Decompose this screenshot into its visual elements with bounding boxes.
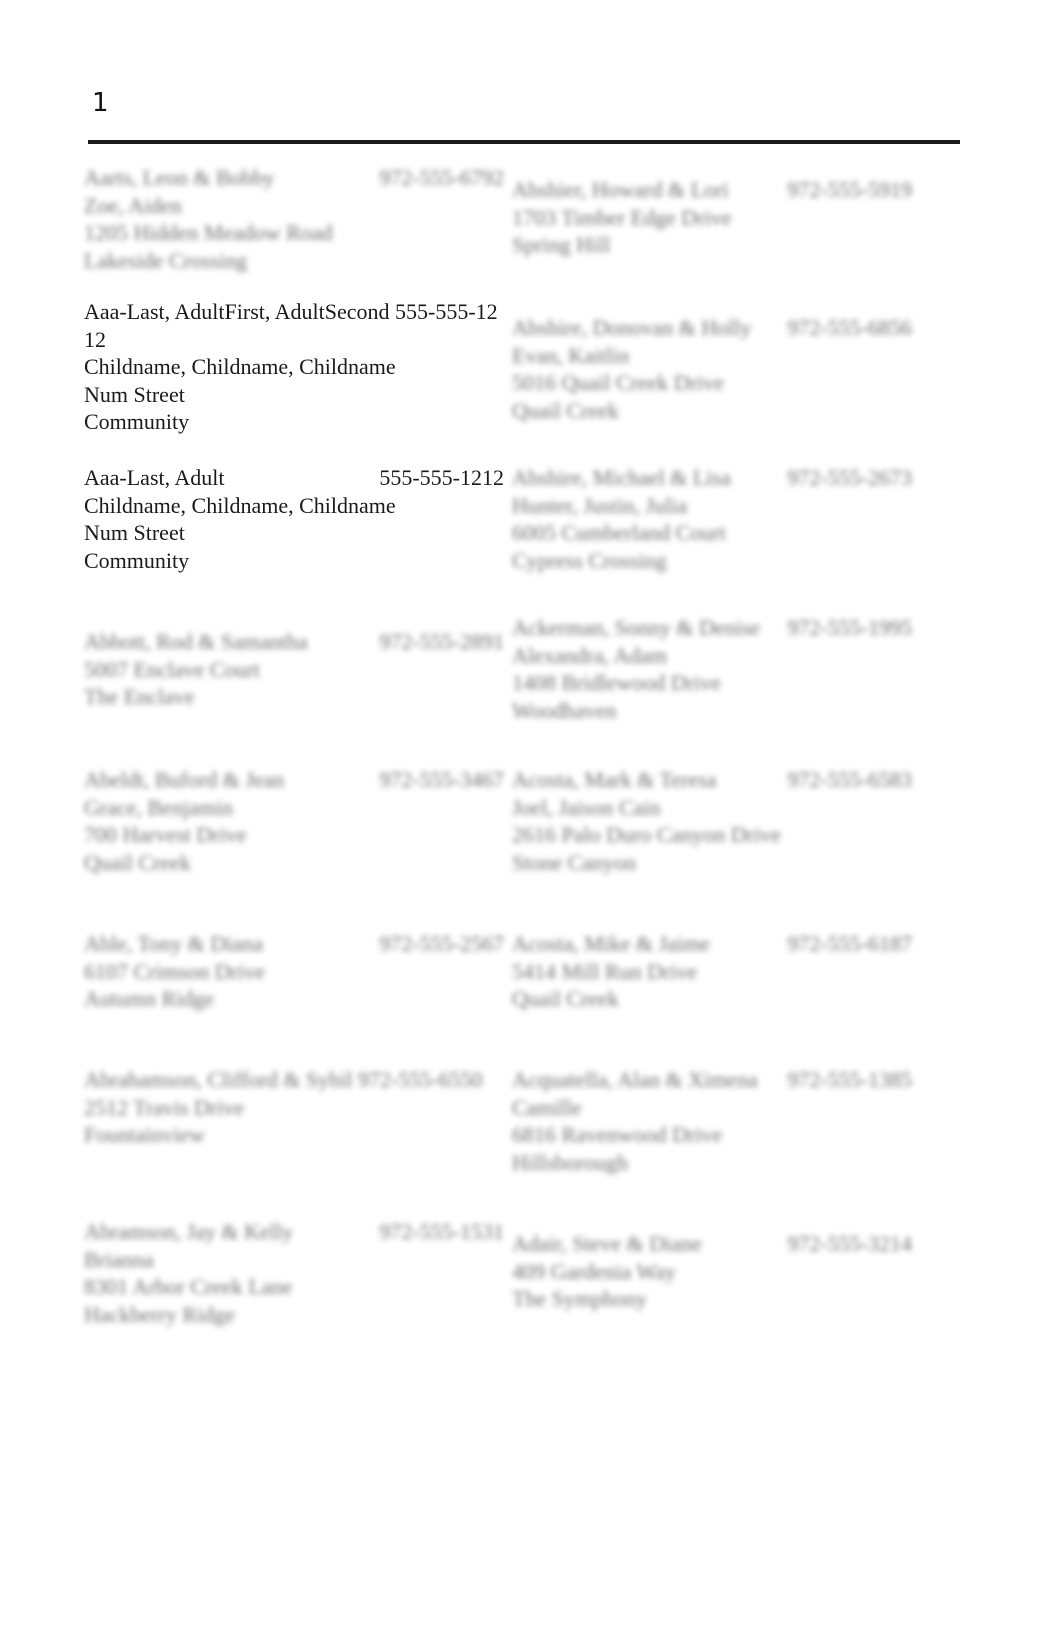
- entry-name: Abrahamson, Clifford & Sybil 972-555-6550: [84, 1067, 483, 1092]
- entry-line: Lakeside Crossing: [84, 247, 248, 273]
- entry-name: Aarts, Leon & Bobby: [84, 165, 275, 190]
- entry-phone: 972-555-3467: [379, 767, 504, 792]
- entry-line: 700 Harvest Drive: [84, 822, 247, 847]
- entry-name: Acquatella, Alan & Ximena: [512, 1067, 758, 1092]
- entry-line: 5007 Enclave Court: [84, 656, 260, 682]
- directory-entry: [512, 1066, 912, 1176]
- entry-line: 1205 Hidden Meadow Road: [84, 220, 333, 245]
- entry-line: Hillsborough: [512, 1149, 629, 1175]
- entry-name: Able, Tony & Diana: [84, 931, 263, 956]
- entry-name: Aaa-Last, Adult: [84, 465, 225, 490]
- entry-line: Woodhaven: [512, 697, 617, 723]
- entry-line: Fountainview: [84, 1122, 205, 1147]
- entry-line: 6107 Crimson Drive: [84, 958, 265, 984]
- entry-line: 2512 Travis Drive: [84, 1094, 245, 1120]
- directory-entry: [512, 930, 912, 1013]
- entry-line: 5016 Quail Creek Drive: [512, 370, 724, 395]
- entry-line: Childname, Childname, Childname: [84, 354, 396, 379]
- directory-entry: [512, 1230, 912, 1313]
- directory-entry: [512, 314, 912, 424]
- entry-name: Ackerman, Sonny & Denise: [512, 615, 761, 640]
- entry-line: 409 Gardenia Way: [512, 1258, 676, 1284]
- entry-line: Num Street: [84, 520, 185, 545]
- entry-line: Grace, Benjamin: [84, 794, 234, 820]
- directory-entry: [84, 298, 504, 436]
- directory-entry: [84, 164, 504, 274]
- entry-name: Abshire, Donovan & Holly: [512, 315, 752, 340]
- entry-name: Abeldt, Buford & Jean: [84, 767, 285, 792]
- directory-entry: [84, 930, 504, 1013]
- entry-line: Alexandra, Adam: [512, 642, 668, 668]
- entry-line: Evan, Kaitlin: [512, 342, 630, 368]
- entry-line: Hunter, Justin, Julia: [512, 492, 688, 518]
- entry-line: 2616 Palo Duro Canyon Drive: [512, 822, 781, 847]
- directory-entry: [84, 464, 504, 574]
- entry-line: Spring Hill: [512, 232, 611, 257]
- entry-line: The Symphony: [512, 1286, 648, 1311]
- entry-line: Quail Creek: [512, 397, 619, 423]
- entry-line: 1703 Timber Edge Drive: [512, 204, 732, 230]
- entry-phone: 972-555-1995: [787, 615, 912, 640]
- entry-line: Quail Creek: [84, 849, 191, 875]
- entry-line: 5414 Mill Run Drive: [512, 958, 698, 984]
- entry-name: Acosta, Mark & Teresa: [512, 767, 717, 792]
- entry-name: Aaa-Last, AdultFirst, AdultSecond 555-555-1212: [84, 299, 498, 352]
- directory-entry: [84, 628, 504, 711]
- entry-phone: 972-555-6856: [787, 315, 912, 340]
- entry-phone: 972-555-5919: [787, 177, 912, 202]
- entry-phone: 972-555-6583: [787, 767, 912, 792]
- entry-line: Joel, Jaison Cain: [512, 794, 661, 820]
- entry-line: 8301 Arbor Creek Lane: [84, 1274, 293, 1299]
- directory-entry: [512, 766, 912, 876]
- entry-line: Community: [84, 547, 190, 573]
- entry-phone: 972-555-2673: [787, 465, 912, 490]
- entry-line: Camille: [512, 1094, 582, 1120]
- entry-line: The Enclave: [84, 684, 195, 709]
- entry-phone: 972-555-2567: [379, 931, 504, 956]
- entry-name: Abshire, Michael & Lisa: [512, 465, 731, 490]
- entry-phone: 972-555-1385: [787, 1067, 912, 1092]
- entry-phone: 555-555-1212: [379, 465, 504, 490]
- entry-line: Quail Creek: [512, 986, 619, 1011]
- entry-line: Autumn Ridge: [84, 986, 215, 1011]
- entry-phone: 972-555-3214: [787, 1231, 912, 1256]
- directory-entry: [84, 1218, 504, 1328]
- entry-line: 6816 Ravenwood Drive: [512, 1122, 723, 1147]
- entry-line: Num Street: [84, 381, 185, 407]
- entry-line: Childname, Childname, Childname: [84, 492, 396, 518]
- directory-entry: [512, 464, 912, 574]
- directory-entry: [512, 176, 912, 259]
- entry-name: Abbott, Rod & Samantha: [84, 629, 308, 654]
- entry-name: Abramson, Jay & Kelly: [84, 1219, 293, 1244]
- entry-line: Community: [84, 409, 190, 434]
- entry-name: Acosta, Mike & Jaime: [512, 931, 710, 956]
- entry-line: Brianna: [84, 1246, 154, 1272]
- entry-line: Stone Canyon: [512, 849, 637, 875]
- entry-line: 6005 Cumberland Court: [512, 520, 726, 545]
- entry-phone: 972-555-6792: [379, 165, 504, 190]
- entry-phone: 972-555-6187: [787, 931, 912, 956]
- directory-entry: [512, 614, 912, 724]
- page-number: 1: [92, 88, 109, 118]
- directory-entry: [84, 766, 504, 876]
- entry-phone: 972-555-2891: [379, 629, 504, 654]
- entry-line: Hackberry Ridge: [84, 1301, 235, 1327]
- entry-name: Abshier, Howard & Lori: [512, 177, 729, 202]
- entry-phone: 972-555-1531: [379, 1219, 504, 1244]
- entry-line: 1408 Bridlewood Drive: [512, 670, 721, 695]
- directory-entry: [84, 1066, 504, 1149]
- entry-line: Cypress Crossing: [512, 547, 667, 573]
- entry-line: Zoe, Aiden: [84, 192, 182, 218]
- entry-name: Adair, Steve & Diane: [512, 1231, 702, 1256]
- header-rule: [88, 140, 960, 144]
